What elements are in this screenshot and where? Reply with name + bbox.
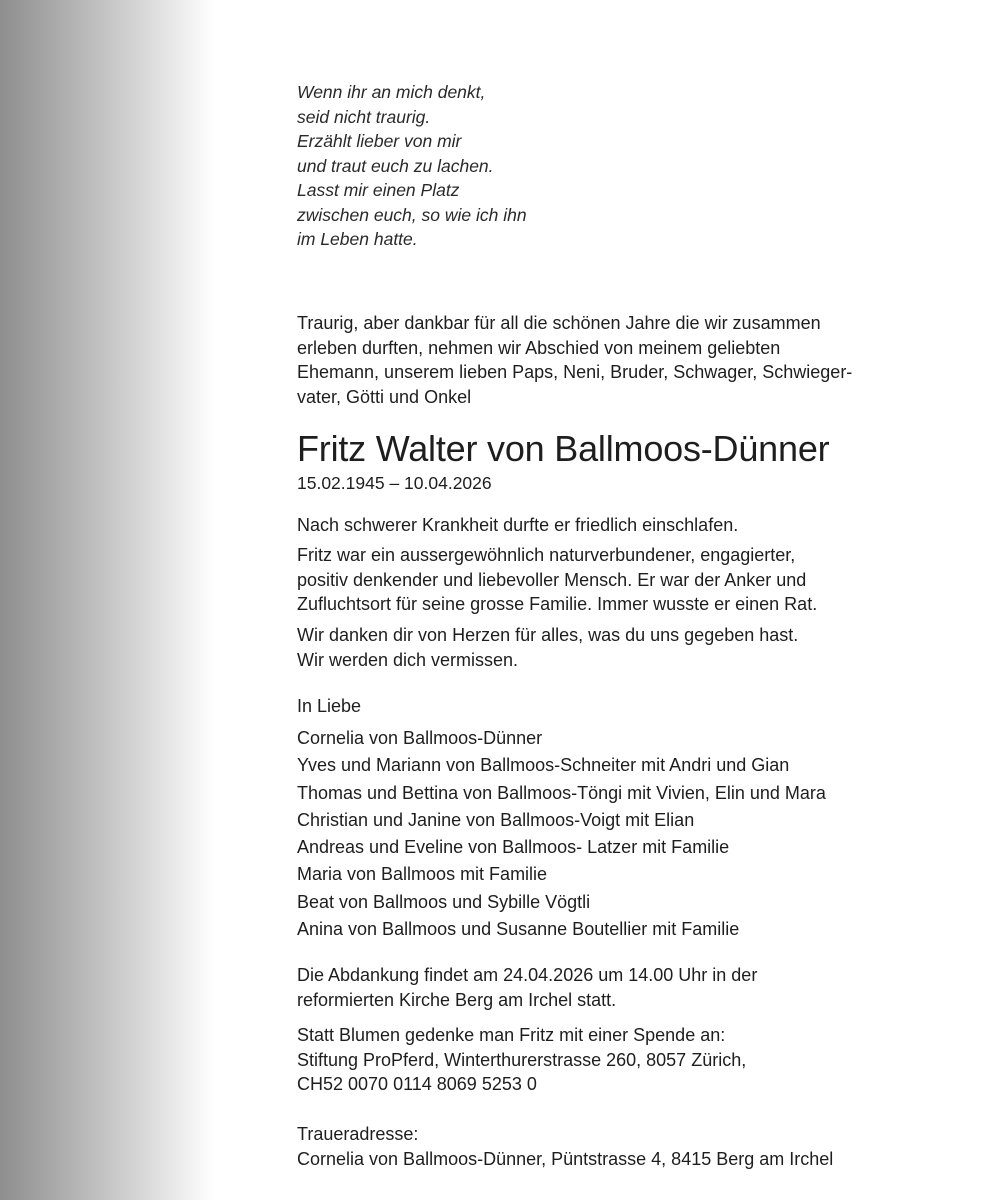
donation-line: CH52 0070 0114 8069 5253 0 xyxy=(297,1074,537,1094)
body-line: Wir werden dich vermissen. xyxy=(297,649,519,670)
donation-info xyxy=(297,1023,746,1097)
service-line: reformierten Kirche Berg am Irchel statt. xyxy=(297,989,617,1010)
address-value: Cornelia von Ballmoos-Dünner, Püntstrasse 4, 8415 Berg am Irchel xyxy=(297,1148,834,1169)
body-line: Zufluchtsort für seine grosse Familie. Immer wusste er einen Rat. xyxy=(297,594,818,614)
poem-line: Wenn ihr an mich denkt, xyxy=(297,82,486,102)
poem-line: Lasst mir einen Platz xyxy=(297,180,460,200)
family-member: Cornelia von Ballmoos-Dünner xyxy=(297,728,543,748)
family-member: Yves und Mariann von Ballmoos-Schneiter mit Andri und Gian xyxy=(297,755,790,776)
body-line: Nach schwerer Krankheit durfte er friedlich einschlafen. xyxy=(297,515,739,535)
family-member: Beat von Ballmoos und Sybille Vögtli xyxy=(297,891,591,912)
poem xyxy=(297,80,527,252)
mourning-address xyxy=(297,1122,833,1171)
body-line: Wir danken dir von Herzen für alles, was du uns gegeben hast. xyxy=(297,625,799,645)
body-paragraph-3 xyxy=(297,623,798,672)
deceased-dates: 15.02.1945 – 10.04.2026 xyxy=(297,473,492,493)
service-line: Die Abdankung findet am 24.04.2026 um 14.00 Uhr in der xyxy=(297,965,758,985)
intro-line: vater, Götti und Onkel xyxy=(297,386,472,407)
family-member: Thomas und Bettina von Ballmoos-Töngi mit Vivien, Elin und Mara xyxy=(297,782,826,803)
side-gradient-bar xyxy=(0,0,215,1200)
body-line: Fritz war ein aussergewöhnlich naturverbundener, engagierter, xyxy=(297,545,796,565)
poem-line: Erzählt lieber von mir xyxy=(297,131,462,151)
poem-line: und traut euch zu lachen. xyxy=(297,155,494,176)
intro-line: Ehemann, unserem lieben Paps, Neni, Bruder, Schwager, Schwieger- xyxy=(297,362,853,382)
donation-line: Stiftung ProPferd, Winterthurerstrasse 260, 8057 Zürich, xyxy=(297,1049,747,1070)
intro-line: erleben durften, nehmen wir Abschied von meinem geliebten xyxy=(297,337,781,358)
family-member: Maria von Ballmoos mit Familie xyxy=(297,864,548,885)
body-paragraph-2 xyxy=(297,543,817,617)
intro-paragraph xyxy=(297,311,917,409)
poem-line: seid nicht traurig. xyxy=(297,106,431,127)
poem-line: im Leben hatte. xyxy=(297,229,418,249)
family-list xyxy=(297,725,826,943)
family-heading: In Liebe xyxy=(297,696,362,716)
family-member: Andreas und Eveline von Ballmoos- Latzer mit Familie xyxy=(297,837,730,858)
service-info xyxy=(297,963,757,1012)
donation-line: Statt Blumen gedenke man Fritz mit einer Spende an: xyxy=(297,1025,726,1045)
deceased-name: Fritz Walter von Ballmoos-Dünner xyxy=(297,428,830,469)
poem-line: zwischen euch, so wie ich ihn xyxy=(297,204,527,225)
intro-line: Traurig, aber dankbar für all die schönen Jahre die wir zusammen xyxy=(297,313,821,333)
body-line: positiv denkender und liebevoller Mensch. Er war der Anker und xyxy=(297,569,807,590)
address-label: Traueradresse: xyxy=(297,1124,419,1144)
body-paragraph-1 xyxy=(297,513,738,538)
family-member: Anina von Ballmoos und Susanne Boutellier mit Familie xyxy=(297,919,740,940)
family-member: Christian und Janine von Ballmoos-Voigt mit Elian xyxy=(297,809,695,830)
